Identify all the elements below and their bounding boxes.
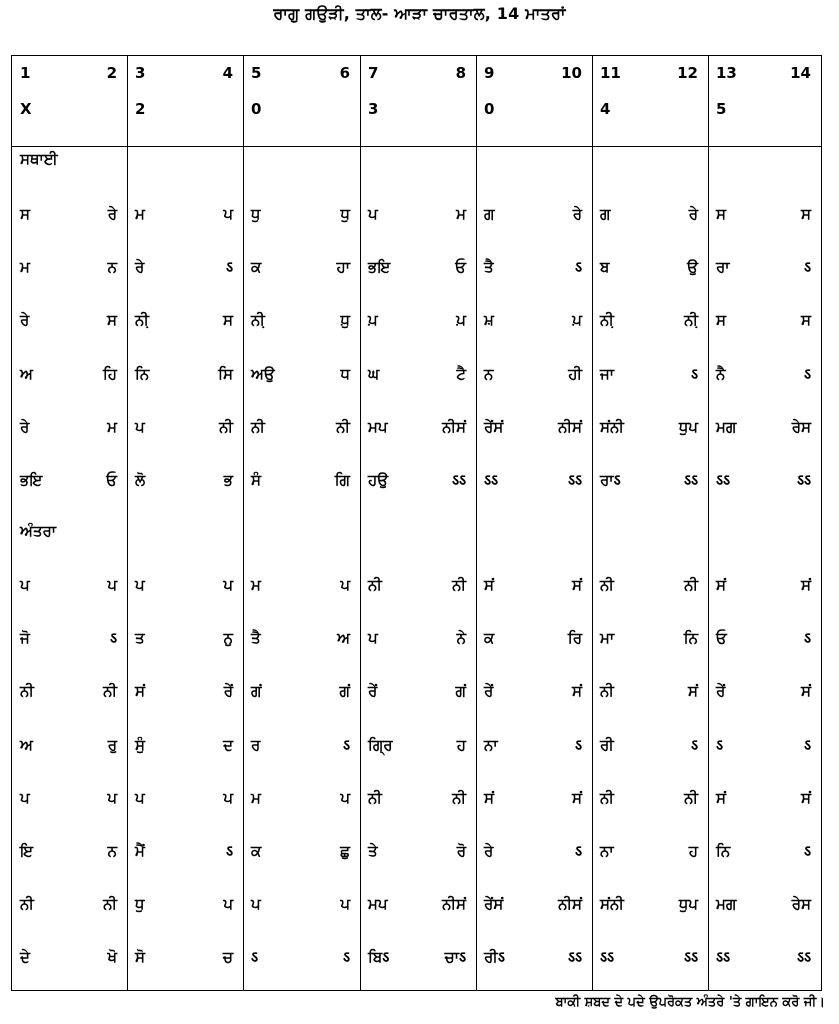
swar-text: ਜੋ	[20, 629, 30, 648]
swar-text: ਰੇ	[20, 311, 30, 330]
swar-text: ਸਂ	[484, 576, 494, 594]
swar-text: ਪ਼	[456, 311, 466, 330]
swar-text: ਕ	[251, 258, 262, 277]
swar-text: ਮ	[456, 205, 466, 223]
swar-text: ऽ	[803, 842, 811, 860]
swar-text: ਪ	[107, 576, 117, 594]
swar-text: ऽ	[574, 842, 582, 860]
swar-text: ਸਂ	[716, 788, 726, 807]
swar-text: ਧੁ	[251, 205, 261, 223]
swar-text: ऽ	[109, 629, 117, 648]
swar-text: ਰੇ	[107, 205, 117, 223]
swar-text: ਸ	[801, 311, 811, 330]
swar-text: ਨੀ	[684, 788, 698, 807]
notation-row	[12, 309, 821, 331]
swar-text: ਪ	[107, 788, 117, 807]
swar-text: ਚ	[222, 948, 233, 967]
notation-row	[12, 416, 821, 438]
swar-text: ਬ	[600, 258, 610, 277]
notation-row	[12, 363, 821, 385]
swar-text: ਮ	[251, 576, 261, 594]
swar-text: ਓ	[106, 471, 117, 489]
swar-text: ਧੁਪ	[678, 895, 698, 914]
swar-text: ਨਿ	[683, 629, 698, 648]
swar-text: ऽऽ	[683, 948, 698, 967]
swar-text: ਸੰ	[251, 471, 261, 489]
swar-text: ਮਪ	[368, 417, 388, 436]
swar-text: ਹ	[456, 735, 466, 754]
swar-text: ਪ	[135, 417, 145, 436]
swar-text: ਤੈ	[484, 258, 494, 277]
matra-number-row	[12, 62, 821, 84]
swar-text: ਸਂ	[484, 788, 494, 807]
swar-text: ਸਂਨੀ	[600, 417, 624, 436]
swar-text: ਸ	[716, 205, 726, 223]
swar-text: ਰੇ	[135, 258, 145, 277]
swar-text: ਸਂ	[572, 576, 582, 594]
swar-text: ਅ	[20, 735, 33, 754]
swar-text: ਨੀ	[251, 417, 265, 436]
swar-text: ਕ	[251, 842, 262, 860]
swar-text: ऽ	[803, 364, 811, 383]
swar-text: ਪ	[340, 895, 350, 914]
swar-text: ਧੁ	[340, 205, 350, 223]
swar-text: 11	[600, 64, 621, 82]
swar-text: ਸੁੰ	[135, 735, 145, 754]
swar-text: ऽऽ	[716, 948, 731, 967]
swar-text: ਨੀ	[452, 576, 466, 594]
swar-text: 1	[20, 64, 31, 82]
swar-text: ਪ	[340, 788, 350, 807]
swar-text: ऽ	[690, 735, 698, 754]
swar-text: ਮੈਂ	[135, 842, 145, 860]
swar-text: ऽ	[251, 948, 259, 967]
footer-note: ਬਾਕੀ ਸ਼ਬਦ ਦੇ ਪਦੇ ਉਪਰੋਕਤ ਅੰਤਰੇ 'ਤੇ ਗਾਇਨ ਕਰੋ ਜੀ।	[555, 995, 825, 1010]
swar-text: ਨਾ	[484, 735, 498, 754]
swar-text: ਪ	[251, 895, 261, 914]
swar-text: 2	[106, 64, 117, 82]
swar-text: ਸ	[223, 311, 233, 330]
swar-text: ਗਿ	[334, 471, 350, 489]
swar-text: ਰੇਸ	[791, 895, 811, 914]
swar-text: ਹੀ	[568, 364, 582, 383]
swar-text: ऽ	[342, 735, 350, 754]
swar-text: ਸਂ	[716, 576, 726, 594]
swar-text: ऽऽ	[451, 471, 466, 489]
swar-text: ਨੀ	[368, 788, 382, 807]
section-label-sthayi: ਸਥਾਈ	[20, 150, 58, 168]
notation-row	[12, 946, 821, 968]
swar-text: ਅਉ	[251, 364, 275, 383]
swar-text: ऽऽ	[796, 471, 811, 489]
swar-text: ऽ	[574, 735, 582, 754]
swar-text: ਦੇ	[20, 948, 30, 967]
swar-text: ਰੇ	[20, 417, 30, 436]
swar-text: ऽऽ	[567, 948, 582, 967]
swar-text: ਨੀ	[600, 682, 614, 701]
swar-text: ਗਂ	[339, 682, 350, 701]
swar-text: ਮ	[20, 258, 30, 277]
swar-text: ਧ਼ੁ	[340, 311, 350, 330]
swar-text: ਗ	[484, 205, 495, 223]
swar-text: ਮਾ	[600, 629, 615, 648]
swar-text: ਨਾ	[600, 842, 614, 860]
swar-text: 10	[561, 64, 582, 82]
swar-text: ਗਂ	[455, 682, 466, 701]
swar-text: ਨੀਸਂ	[442, 417, 466, 436]
swar-text: ਧੁ	[135, 895, 145, 914]
swar-text: ਰੇ	[572, 205, 582, 223]
swar-text: ਨੀਸਂ	[558, 417, 582, 436]
swar-text: ਗਂ	[251, 682, 262, 701]
swar-text: ਰੀऽ	[484, 948, 505, 967]
section-label-antra: ਅੰਤਰਾ	[20, 522, 57, 540]
swar-text: ऽ	[225, 842, 233, 860]
swar-text: ਪ਼	[368, 311, 378, 330]
swar-text: ਰੇਂ	[368, 682, 378, 701]
swar-text: 9	[484, 64, 495, 82]
swar-text: ਰੇਂ	[484, 682, 494, 701]
swar-text: ਨੈ	[716, 364, 726, 383]
swar-text: ਰੁ	[107, 735, 117, 754]
swar-text: ਚਾऽ	[444, 948, 466, 967]
swar-text: ऽऽ	[567, 471, 582, 489]
swar-text: ਧ	[340, 364, 350, 383]
swar-text: ਨ	[107, 258, 117, 277]
swar-text: ਨੀ	[20, 895, 34, 914]
taal-mark-text: 0	[484, 100, 495, 118]
swar-text: ਸ	[107, 311, 117, 330]
swar-text: 4	[222, 64, 233, 82]
swar-text: ऽ	[716, 735, 724, 754]
swar-text: ਨੀ	[103, 895, 117, 914]
swar-text: ਰਾ	[716, 258, 730, 277]
swar-text: ਨੀ਼	[684, 311, 698, 330]
swar-text: ਓ	[455, 258, 466, 277]
swar-text: ਗ੍ਰਿ	[368, 735, 393, 754]
swar-text: ਨੀ	[452, 788, 466, 807]
notation-row	[12, 680, 821, 702]
header-divider	[12, 146, 821, 147]
swar-text: ਦ	[223, 735, 233, 754]
notation-row	[12, 574, 821, 596]
swar-text: ਨ	[107, 842, 117, 860]
swar-text: ऽ	[342, 948, 350, 967]
swar-text: ਸਂਨੀ	[600, 895, 624, 914]
swar-text: ऽ	[574, 258, 582, 277]
notation-row	[12, 734, 821, 756]
swar-text: ਨੁ	[223, 629, 233, 648]
swar-text: ਨਿ	[135, 364, 150, 383]
swar-text: ऽ	[803, 629, 811, 648]
swar-text: ਨੀ	[336, 417, 350, 436]
swar-text: ਪ	[223, 895, 233, 914]
swar-text: ਪ	[368, 629, 378, 648]
notation-row	[12, 893, 821, 915]
swar-text: ਭਇ	[368, 258, 391, 277]
swar-text: ਮ	[107, 417, 117, 436]
swar-text: ਰੀ	[600, 735, 614, 754]
taal-mark-text: 0	[251, 100, 262, 118]
swar-text: ਖੋ	[107, 948, 117, 967]
notation-table	[11, 55, 822, 991]
page-title: ਰਾਗੁ ਗਉੜੀ, ਤਾਲ- ਆੜਾ ਚਾਰਤਾਲ, 14 ਮਾਤਰਾਂ	[273, 4, 566, 23]
swar-text: ਭਇ	[20, 471, 43, 489]
swar-text: ਨੀਸਂ	[558, 895, 582, 914]
swar-text: ਜਾ	[600, 364, 615, 383]
swar-text: ਇ	[20, 842, 34, 860]
swar-text: 7	[368, 64, 379, 82]
swar-text: ਨੀ	[600, 576, 614, 594]
swar-text: ਹਿ	[102, 364, 117, 383]
swar-text: ਮ	[251, 788, 261, 807]
notation-row	[12, 787, 821, 809]
swar-text: ऽ	[225, 258, 233, 277]
swar-text: ऽऽ	[716, 471, 731, 489]
swar-text: ਲੋ	[135, 471, 146, 489]
swar-text: ਹਾ	[336, 258, 350, 277]
swar-text: ਨੀ਼	[135, 311, 149, 330]
taal-marks-row	[12, 98, 821, 120]
swar-text: ਭ	[223, 471, 233, 489]
swar-text: 3	[135, 64, 146, 82]
swar-text: 5	[251, 64, 262, 82]
swar-text: ਪ	[20, 576, 30, 594]
swar-text: 13	[716, 64, 737, 82]
swar-text: ਨੀਸਂ	[442, 895, 466, 914]
notation-row	[12, 627, 821, 649]
swar-text: ऽ	[803, 735, 811, 754]
swar-text: ਨੀ	[368, 576, 382, 594]
swar-text: ਨੇ	[456, 629, 466, 648]
swar-text: 8	[455, 64, 466, 82]
swar-text: ਸਿ	[218, 364, 233, 383]
swar-text: ਰਾऽ	[600, 471, 621, 489]
swar-text: ਧੁਪ	[678, 417, 698, 436]
swar-text: ऽऽ	[600, 948, 615, 967]
swar-text: ਸ	[716, 311, 726, 330]
swar-text: ਰੇ	[688, 205, 698, 223]
swar-text: ਪ	[20, 788, 30, 807]
swar-text: 6	[339, 64, 350, 82]
swar-text: ਰੋ	[456, 842, 466, 860]
swar-text: ਪ	[135, 788, 145, 807]
taal-mark-text: 5	[716, 100, 727, 118]
swar-text: ਤ	[135, 629, 145, 648]
swar-text: ਸਂ	[688, 682, 698, 701]
swar-text: ਰੇਂਸਂ	[484, 895, 504, 914]
swar-text: ਰੇਸ	[791, 417, 811, 436]
swar-text: ਉ	[687, 258, 698, 277]
swar-text: ਮ	[135, 205, 145, 223]
swar-text: ਨੀ਼	[600, 311, 614, 330]
swar-text: ਸ	[20, 205, 30, 223]
swar-text: ਮਪ	[368, 895, 388, 914]
swar-text: ਸਂ	[801, 788, 811, 807]
swar-text: ਸੋ	[135, 948, 145, 967]
swar-text: ਬਿऽ	[368, 948, 390, 967]
swar-text: ਨਿ	[716, 842, 731, 860]
swar-text: ਸਂ	[572, 682, 582, 701]
swar-text: ਨੀ	[684, 576, 698, 594]
taal-mark-text: 4	[600, 100, 611, 118]
swar-text: ਤੈ	[251, 629, 261, 648]
swar-text: ਸਂ	[135, 682, 145, 701]
swar-text: ਸ	[801, 205, 811, 223]
swar-text: ਨੀ	[600, 788, 614, 807]
swar-text: ਰ	[251, 735, 261, 754]
swar-text: ਸਂ	[572, 788, 582, 807]
swar-text: ਸਂ	[801, 682, 811, 701]
swar-text: ਟੈ	[456, 364, 466, 383]
swar-text: ਨ	[484, 364, 494, 383]
notation-row	[12, 203, 821, 225]
swar-text: ऽऽ	[796, 948, 811, 967]
swar-text: ਓ	[716, 629, 727, 648]
swar-text: ਕ	[484, 629, 495, 648]
notation-row	[12, 256, 821, 278]
taal-mark-text: 2	[135, 100, 146, 118]
swar-text: ਰੇਂ	[223, 682, 233, 701]
swar-text: ਪ	[223, 576, 233, 594]
notation-row	[12, 840, 821, 862]
swar-text: ਹ	[688, 842, 698, 860]
taal-mark-text: X	[20, 100, 32, 118]
swar-text: ਰੇਂ	[716, 682, 726, 701]
swar-text: ਹਉ	[368, 471, 389, 489]
swar-text: ਪ਼	[572, 311, 582, 330]
swar-text: ਨੀ਼	[251, 311, 265, 330]
swar-text: ऽऽ	[683, 471, 698, 489]
swar-text: ਪ	[223, 205, 233, 223]
swar-text: ਮਗ	[716, 895, 737, 914]
swar-text: ਰੇਂਸਂ	[484, 417, 504, 436]
swar-text: ਅ	[337, 629, 350, 648]
swar-text: ऽऽ	[484, 471, 499, 489]
swar-text: ਨੀ	[219, 417, 233, 436]
swar-text: ਗ	[600, 205, 611, 223]
swar-text: ਛੁ	[340, 842, 350, 860]
swar-text: ਰਿ	[567, 629, 582, 648]
swar-text: ਨੀ	[20, 682, 34, 701]
swar-text: ਨੀ	[103, 682, 117, 701]
swar-text: ਮ਼	[484, 311, 494, 330]
swar-text: ਮਗ	[716, 417, 737, 436]
swar-text: ਪ	[135, 576, 145, 594]
swar-text: ਰੇ	[484, 842, 494, 860]
swar-text: ਘ	[368, 364, 380, 383]
taal-mark-text: 3	[368, 100, 379, 118]
notation-row	[12, 469, 821, 491]
swar-text: ऽ	[690, 364, 698, 383]
swar-text: ਪ	[368, 205, 378, 223]
swar-text: ਅ	[20, 364, 33, 383]
swar-text: ਪ	[223, 788, 233, 807]
swar-text: 14	[790, 64, 811, 82]
swar-text: ਪ	[340, 576, 350, 594]
swar-text: ਤੇ	[368, 842, 378, 860]
swar-text: ਸਂ	[801, 576, 811, 594]
swar-text: ऽ	[803, 258, 811, 277]
swar-text: 12	[677, 64, 698, 82]
